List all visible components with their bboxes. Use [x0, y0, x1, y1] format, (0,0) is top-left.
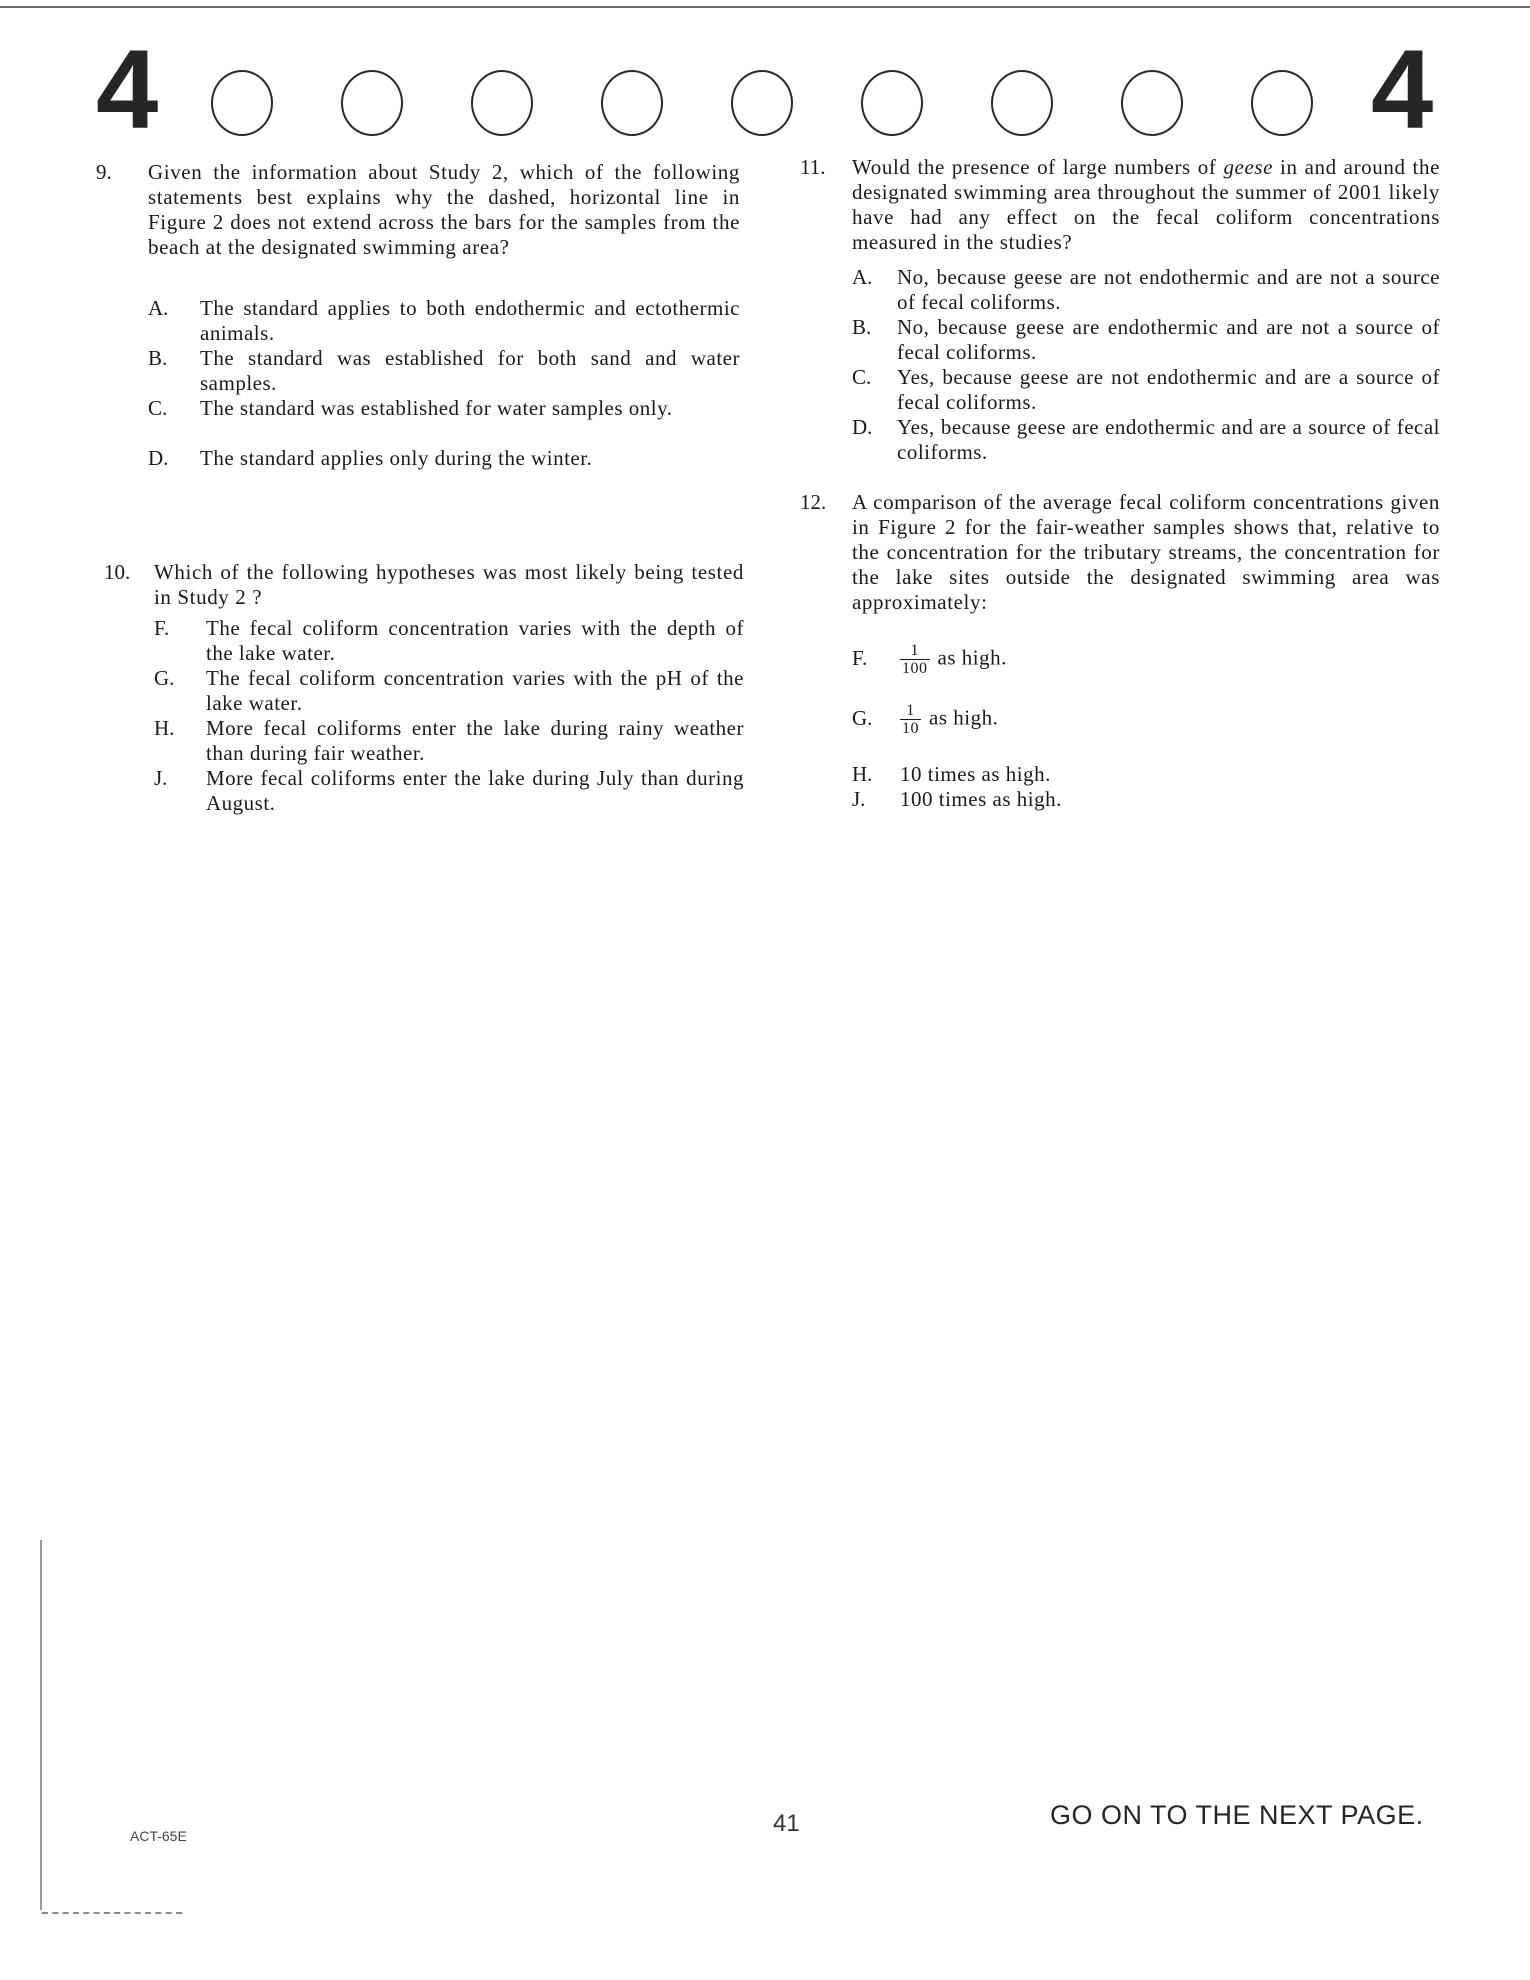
- option-text: The standard was established for both sand and water samples.: [200, 346, 740, 395]
- header-circle: [471, 70, 533, 136]
- question-stem: A comparison of the average fecal coliform concentrations given in Figure 2 for the fair-weather samples shows that, relative to the concentration for the tributary streams, the concentration for the lake sites outside the designated swimming area was approximately:: [852, 490, 1440, 614]
- section-number-right: 4: [1371, 27, 1434, 152]
- header-circle: [731, 70, 793, 136]
- fraction: [900, 642, 930, 677]
- option-text: Yes, because geese are not endothermic and are a source of fecal coliforms.: [897, 365, 1440, 414]
- question-number: 10.: [104, 560, 131, 584]
- option-text: The standard was established for water samples only.: [200, 396, 673, 420]
- question-stem-part: in and around the designated swimming area throughout the summer of 2001 likely have had any effect on the fecal coliform concentrations measured in the studies?: [852, 155, 1440, 254]
- fraction-numerator: 1: [900, 642, 930, 660]
- option-text: No, because geese are endothermic and are not a source of fecal coliforms.: [897, 315, 1440, 364]
- option-letter: A.: [148, 296, 169, 320]
- option-letter: A.: [852, 265, 873, 289]
- option-letter: J.: [852, 787, 866, 811]
- fraction-denominator: 100: [902, 660, 928, 677]
- option-text: The standard applies only during the winter.: [200, 446, 593, 470]
- option-text: No, because geese are not endothermic and are not a source of fecal coliforms.: [897, 265, 1440, 314]
- option-text: 10 times as high.: [900, 762, 1051, 786]
- question-stem-part: Would the presence of large numbers of: [852, 155, 1224, 179]
- option-letter: F.: [852, 646, 868, 670]
- question-number: 9.: [96, 160, 112, 184]
- option-letter: C.: [148, 396, 168, 420]
- question-number: 11.: [800, 155, 826, 179]
- option-text: Yes, because geese are endothermic and are a source of fecal coliforms.: [897, 415, 1440, 464]
- option-letter: D.: [148, 446, 169, 470]
- option-letter: F.: [154, 616, 170, 640]
- option-letter: H.: [154, 716, 175, 740]
- option-text: More fecal coliforms enter the lake during rainy weather than during fair weather.: [206, 716, 744, 765]
- header-circle: [1121, 70, 1183, 136]
- header-circle: [341, 70, 403, 136]
- fraction-denominator: 10: [902, 720, 919, 737]
- page-number: 41: [773, 1810, 800, 1837]
- option-letter: G.: [852, 706, 873, 730]
- option-text: The fecal coliform concentration varies with the pH of the lake water.: [206, 666, 744, 715]
- section-header: [96, 27, 1446, 152]
- option-letter: G.: [154, 666, 175, 690]
- scan-edge-left: [40, 1540, 42, 1910]
- question-stem: Which of the following hypotheses was most likely being tested in Study 2 ?: [154, 560, 744, 609]
- question-stem: [852, 155, 1440, 255]
- header-circle: [861, 70, 923, 136]
- scan-edge-top: [0, 6, 1530, 8]
- fraction: [900, 702, 921, 737]
- scan-edge-bottom: [42, 1912, 182, 1914]
- question-number: 12.: [800, 490, 827, 514]
- go-on-notice: GO ON TO THE NEXT PAGE.: [1050, 1800, 1424, 1830]
- question-stem-emphasis: geese: [1223, 155, 1274, 179]
- form-code: ACT-65E: [130, 1828, 187, 1844]
- option-text: The standard applies to both endothermic and ectothermic animals.: [200, 296, 740, 345]
- header-circle: [601, 70, 663, 136]
- fraction-numerator: 1: [900, 702, 921, 720]
- option-letter: J.: [154, 766, 168, 790]
- option-text: [900, 642, 1400, 677]
- option-letter: H.: [852, 762, 873, 786]
- header-circle: [991, 70, 1053, 136]
- option-letter: B.: [148, 346, 168, 370]
- section-number-left: 4: [96, 27, 159, 152]
- option-text: More fecal coliforms enter the lake during July than during August.: [206, 766, 744, 815]
- option-letter: C.: [852, 365, 872, 389]
- question-stem: Given the information about Study 2, which of the following statements best explains why the dashed, horizontal line in Figure 2 does not extend across the bars for the samples from the beach at the designated swimming area?: [148, 160, 740, 259]
- option-letter: B.: [852, 315, 872, 339]
- option-suffix: as high.: [929, 705, 999, 730]
- header-circle: [211, 70, 273, 136]
- option-text: [900, 702, 1400, 737]
- option-letter: D.: [852, 415, 873, 439]
- option-text: 100 times as high.: [900, 787, 1062, 811]
- option-text: The fecal coliform concentration varies with the depth of the lake water.: [206, 616, 744, 665]
- option-suffix: as high.: [937, 645, 1007, 670]
- header-circle: [1251, 70, 1313, 136]
